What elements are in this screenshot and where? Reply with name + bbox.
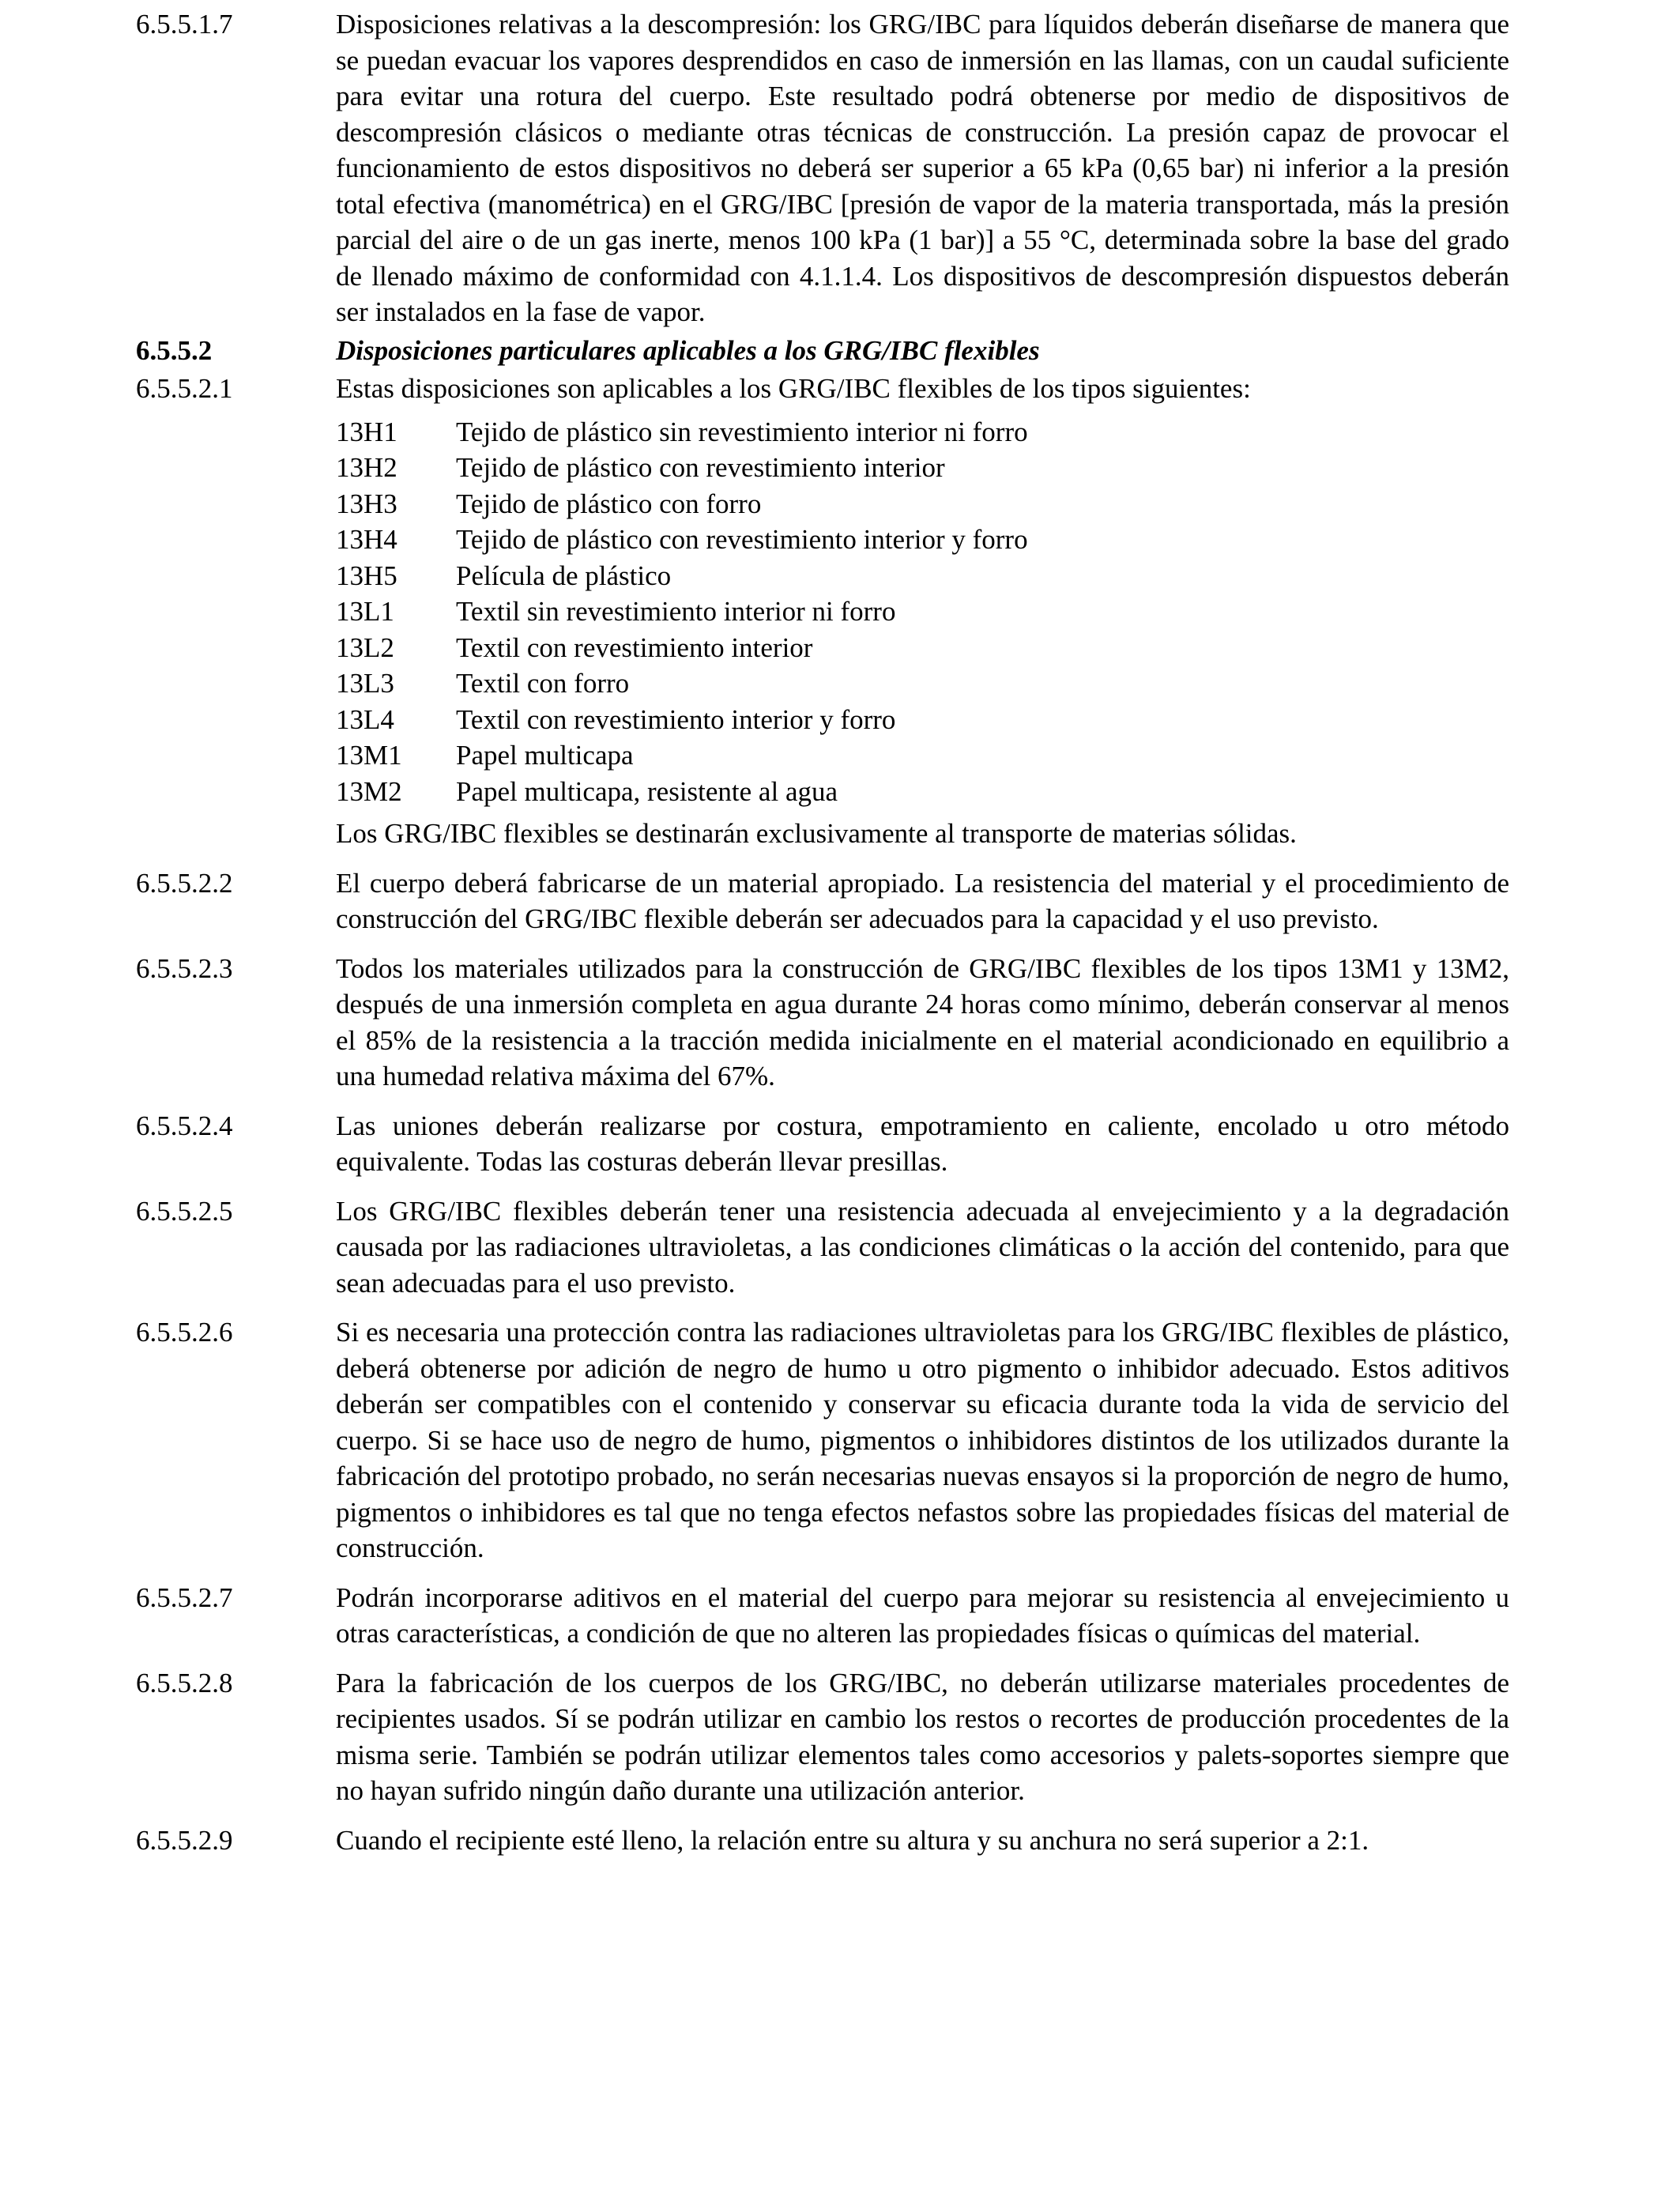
type-description: Textil sin revestimiento interior ni forro	[456, 596, 896, 627]
section-number: 6.5.5.2.2	[136, 867, 233, 899]
type-code: 13H3	[336, 488, 397, 519]
type-description: Textil con revestimiento interior	[456, 631, 813, 663]
section-body	[336, 371, 1509, 852]
type-code: 13M1	[336, 740, 402, 771]
list-item	[336, 665, 1509, 702]
list-item	[336, 630, 1509, 666]
section-text: Estas disposiciones son aplicables a los GRG/IBC flexibles de los tipos siguientes:	[336, 373, 1251, 404]
type-code: 13M2	[336, 775, 402, 807]
section-6-5-5-2-1	[136, 371, 1509, 852]
list-item	[336, 414, 1509, 450]
section-text: Si es necesaria una protección contra las radiaciones ultravioletas para los GRG/IBC flexibles de plástico, deberá obtenerse por adición de negro de humo u otro pigmento o inhibidor adecuado. Estos aditivos deberán ser compatibles con el contenido y conservar su eficacia durante toda la vida de servicio del cuerpo. Si se hace uso de negro de humo, pigmentos o inhibidores distintos de los utilizados durante la fabricación del prototipo probado, no serán necesarias nuevas ensayos si la proporción de negro de humo, pigmentos o inhibidores es tal que no tenga efectos nefastos sobre las propiedades físicas del material de construcción.	[336, 1317, 1509, 1563]
section-number: 6.5.5.1.7	[136, 9, 233, 40]
list-item	[336, 450, 1509, 486]
section-number: 6.5.5.2.4	[136, 1110, 233, 1141]
type-description: Textil con forro	[456, 668, 630, 699]
section-text: Podrán incorporarse aditivos en el material del cuerpo para mejorar su resistencia al envejecimiento u otras características, a condición de que no alteren las propiedades físicas o químicas del material.	[336, 1581, 1509, 1649]
ibc-type-list	[336, 414, 1509, 810]
type-code: 13L3	[336, 668, 394, 699]
type-description: Tejido de plástico con revestimiento interior y forro	[456, 524, 1028, 555]
section-text: Las uniones deberán realizarse por costura, empotramiento en caliente, encolado u otro método equivalente. Todas las costuras deberán llevar presillas.	[336, 1110, 1509, 1177]
section-6-5-5-2-6	[136, 1314, 1509, 1566]
document-page	[136, 6, 1509, 1858]
type-code: 13H5	[336, 560, 397, 591]
section-number: 6.5.5.2.6	[136, 1317, 233, 1348]
type-description: Papel multicapa, resistente al agua	[456, 775, 838, 807]
section-6-5-5-2-5	[136, 1193, 1509, 1302]
section-number: 6.5.5.2.3	[136, 952, 233, 984]
list-item	[336, 594, 1509, 630]
section-6-5-5-2-heading	[136, 333, 1509, 369]
type-description: Tejido de plástico con forro	[456, 488, 762, 519]
section-number: 6.5.5.2.8	[136, 1667, 233, 1698]
list-item	[336, 702, 1509, 738]
section-text: Para la fabricación de los cuerpos de los GRG/IBC, no deberán utilizarse materiales procedentes de recipientes usados. Sí se podrán utilizar en cambio los restos o recortes de producción procedentes de la misma serie. También se podrán utilizar elementos tales como accesorios y palets-soportes siempre que no hayan sufrido ningún daño durante una utilización anterior.	[336, 1667, 1509, 1806]
section-6-5-5-2-4	[136, 1108, 1509, 1180]
section-number: 6.5.5.2.1	[136, 373, 233, 404]
type-description: Tejido de plástico con revestimiento interior	[456, 452, 945, 483]
list-item	[336, 522, 1509, 558]
section-6-5-5-2-7	[136, 1580, 1509, 1652]
type-code: 13H4	[336, 524, 397, 555]
type-code: 13L1	[336, 596, 394, 627]
list-item	[336, 558, 1509, 594]
section-number: 6.5.5.2	[136, 334, 213, 366]
section-6-5-5-2-8	[136, 1665, 1509, 1809]
section-text: Todos los materiales utilizados para la construcción de GRG/IBC flexibles de los tipos 13M1 y 13M2, después de una inmersión completa en agua durante 24 horas como mínimo, deberán conservar al menos el 85% de la resistencia a la tracción medida inicialmente en el material acondicionado en equilibrio a una humedad relativa máxima del 67%.	[336, 952, 1509, 1091]
section-text: Cuando el recipiente esté lleno, la relación entre su altura y su anchura no será superior a 2:1.	[336, 1824, 1369, 1856]
section-6-5-5-2-9	[136, 1823, 1509, 1859]
section-text: Disposiciones relativas a la descompresión: los GRG/IBC para líquidos deberán diseñarse de manera que se puedan evacuar los vapores desprendidos en caso de inmersión en las llamas, con un caudal suficiente para evitar una rotura del cuerpo. Este resultado podrá obtenerse por medio de dispositivos de descompresión clásicos o mediante otras técnicas de construcción. La presión capaz de provocar el funcionamiento de estos dispositivos no deberá ser superior a 65 kPa (0,65 bar) ni inferior a la presión total efectiva (manométrica) en el GRG/IBC [presión de vapor de la materia transportada, más la presión parcial del aire o de un gas inerte, menos 100 kPa (1 bar)] a 55 °C, determinada sobre la base del grado de llenado máximo de conformidad con 4.1.1.4. Los dispositivos de descompresión dispuestos deberán ser instalados en la fase de vapor.	[336, 9, 1509, 327]
type-description: Textil con revestimiento interior y forro	[456, 703, 896, 735]
section-6-5-5-2-3	[136, 951, 1509, 1095]
section-6-5-5-2-2	[136, 865, 1509, 937]
type-code: 13L4	[336, 703, 394, 735]
section-number: 6.5.5.2.9	[136, 1824, 233, 1856]
section-6-5-5-1-7	[136, 6, 1509, 330]
section-text: Los GRG/IBC flexibles deberán tener una resistencia adecuada al envejecimiento y a la degradación causada por las radiaciones ultravioletas, a las condiciones climáticas o la acción del contenido, para que sean adecuadas para el uso previsto.	[336, 1195, 1509, 1299]
section-text: El cuerpo deberá fabricarse de un material apropiado. La resistencia del material y el procedimiento de construcción del GRG/IBC flexible deberán ser adecuados para la capacidad y el uso previsto.	[336, 867, 1509, 934]
type-description: Papel multicapa	[456, 740, 634, 771]
type-code: 13H2	[336, 452, 397, 483]
type-description: Tejido de plástico sin revestimiento interior ni forro	[456, 416, 1028, 447]
type-code: 13L2	[336, 631, 394, 663]
type-description: Película de plástico	[456, 560, 672, 591]
section-note: Los GRG/IBC flexibles se destinarán exclusivamente al transporte de materias sólidas.	[336, 818, 1297, 849]
list-item	[336, 737, 1509, 774]
section-number: 6.5.5.2.7	[136, 1581, 233, 1613]
list-item	[336, 486, 1509, 522]
type-code: 13H1	[336, 416, 397, 447]
list-item	[336, 774, 1509, 810]
section-number: 6.5.5.2.5	[136, 1195, 233, 1227]
section-heading: Disposiciones particulares aplicables a los GRG/IBC flexibles	[336, 334, 1040, 366]
